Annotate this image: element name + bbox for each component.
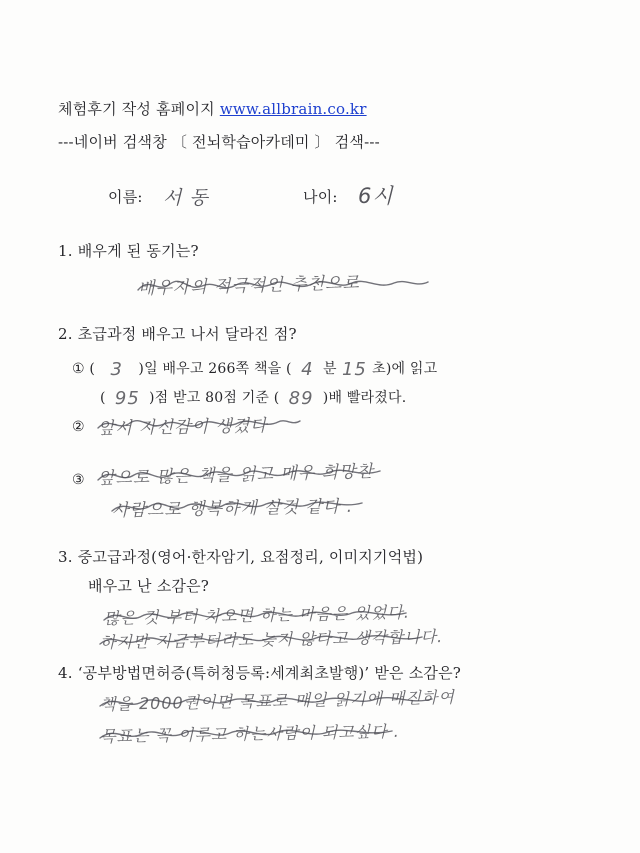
question-1-text: 배우게 된 동기는? bbox=[77, 242, 199, 260]
question-2-item-1-line-2 bbox=[100, 386, 406, 407]
blank-days: 3 bbox=[110, 359, 123, 380]
header-title-line bbox=[58, 98, 367, 119]
answer-4-line-1: 책을 2000권이면 목표로 매일 읽기에 매진하여 bbox=[99, 687, 456, 714]
marker-1-icon: ① bbox=[72, 361, 85, 377]
blank-minutes: 4 bbox=[301, 359, 314, 380]
question-3-text: 중고급과정(영어·한자암기, 요점정리, 이미지기억법) bbox=[77, 548, 424, 566]
item-1-mid-text-2: 초)에 읽고 bbox=[372, 361, 438, 377]
answer-3-line-1: 많은 것 부터 차오면 하는 마음은 있었다. bbox=[103, 602, 411, 628]
ink-stroke-answer-4a bbox=[98, 690, 438, 714]
question-4-number: 4. bbox=[58, 664, 73, 682]
ink-stroke-answer-2-2 bbox=[96, 412, 306, 436]
question-2-item-1-line-1 bbox=[72, 357, 437, 378]
answer-4-line-2: 목표는 꼭 이루고 하는사람이 되고싶다 . bbox=[99, 721, 400, 746]
blank-speed: 89 bbox=[288, 388, 314, 409]
question-4 bbox=[58, 662, 461, 683]
name-value: 서 동 bbox=[163, 187, 209, 209]
question-2 bbox=[58, 323, 297, 344]
age-value: 6시 bbox=[358, 184, 394, 208]
question-3-number: 3. bbox=[58, 548, 73, 566]
ink-stroke-answer-3b bbox=[98, 628, 428, 652]
question-1-number: 1. bbox=[58, 242, 73, 260]
question-1 bbox=[58, 240, 199, 261]
blank-seconds: 15 bbox=[341, 359, 367, 380]
paren-open-2: ( bbox=[100, 390, 106, 406]
ink-stroke-answer-4b bbox=[98, 722, 398, 746]
question-2-number: 2. bbox=[58, 325, 73, 343]
search-instruction: ---네이버 검색창 〔 전뇌학습아카데미 〕 검색--- bbox=[58, 133, 380, 151]
form-title: 체험후기 작성 홈페이지 bbox=[58, 100, 215, 118]
marker-3-icon: ③ bbox=[72, 472, 85, 488]
answer-1: 배우자의 적극적인 추천으로 bbox=[137, 273, 361, 299]
ink-stroke-answer-3a bbox=[102, 604, 412, 628]
ink-stroke-answer-2-3a bbox=[96, 462, 386, 488]
blank-score: 95 bbox=[114, 388, 140, 409]
question-3 bbox=[58, 546, 423, 567]
question-4-text: ‘공부방법면허증(특허청등록:세계최초발행)’ 받은 소감은? bbox=[77, 664, 462, 682]
answer-2-3-line-2: 사람으로 행복하게 살것 같다 . bbox=[111, 496, 354, 521]
item-1-mid-text-1: )일 배우고 266쪽 책을 ( bbox=[138, 361, 292, 377]
question-3-text-2: 배우고 난 소감은? bbox=[88, 577, 210, 595]
item-1-mid-text-3: )점 받고 80점 기준 ( bbox=[148, 390, 280, 406]
age-label: 나이: bbox=[303, 188, 338, 206]
ink-stroke-answer-1 bbox=[136, 272, 436, 298]
unit-minutes: 분 bbox=[323, 361, 337, 377]
answer-3-line-2: 하지만 지금부터라도 늦지 않다고 생각합니다. bbox=[99, 627, 444, 652]
name-label: 이름: bbox=[108, 188, 143, 206]
answer-2-2: 앞서 자신감이 생겼다 bbox=[97, 416, 268, 439]
marker-2-icon: ② bbox=[72, 419, 85, 435]
question-2-text: 초급과정 배우고 나서 달라진 점? bbox=[77, 325, 297, 343]
ink-stroke-answer-2-3b bbox=[110, 494, 370, 520]
website-link[interactable]: www.allbrain.co.kr bbox=[219, 100, 367, 118]
answer-2-3-line-1: 앞으로 많은 책을 읽고 매우 희망찬 bbox=[97, 461, 375, 489]
paren-open-1: ( bbox=[89, 361, 96, 377]
item-1-suffix-text: )배 빨라졌다. bbox=[322, 390, 407, 406]
